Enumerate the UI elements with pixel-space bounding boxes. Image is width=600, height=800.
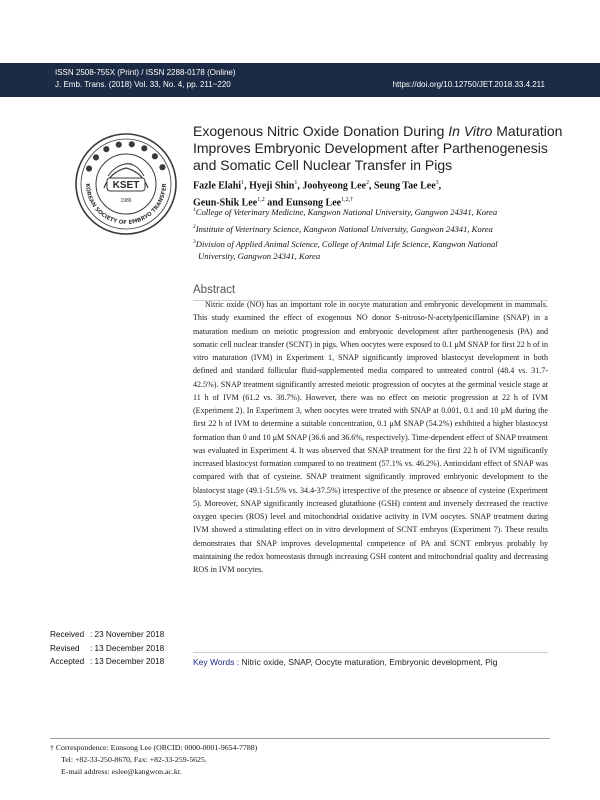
phone-line: Tel: +82-33-250-8670, Fax: +82-33-259-5625. [61, 755, 207, 764]
accepted-date: Accepted : 13 December 2018 [50, 657, 165, 666]
author-name: Geun-Shik Lee [193, 197, 258, 209]
affiliation-1: $^1$College of Veterinary Medicine, Kangwon National University, Gangwon 24341, Korea [193, 206, 498, 217]
article-dates [50, 628, 164, 669]
issn-text: ISSN 2508-755X (Print) / ISSN 2288-0178 (Online) [55, 68, 236, 77]
author-name: Eunsong Lee [285, 197, 342, 209]
affiliation-2: $^2$Institute of Veterinary Science, Kangwon National University, Gangwon 24341, Korea [193, 223, 493, 234]
revised-date: Revised : 13 December 2018 [50, 643, 165, 653]
footnote-divider [50, 738, 550, 739]
article-title: Exogenous Nitric Oxide Donation During In Vitro Maturation Improves Embryonic Development after Parthenogenesis and Somatic Cell Nuclear Transfer in Pigs [193, 123, 563, 173]
logo-year-text: 1986 [120, 198, 132, 204]
journal-citation: J. Emb. Trans. (2018) Vol. 33, No. 4, pp. 211~220 [55, 80, 231, 89]
correspondence-footnote [50, 742, 257, 778]
author-list: Fazle Elahi$^1$, Hyeji Shin$^1$, Joohyeong Lee$^2$, Seung Tae Lee$^3$, Geun-Shik Lee$^{1,2}$ and Eunsong Lee$^{1,2,\dagger}$ [193, 180, 442, 209]
doi-link[interactable]: https://doi.org/10.12750/JET.2018.33.4.211 [392, 80, 545, 89]
keywords-text: Nitric oxide, SNAP, Oocyte maturation, Embryonic development, Pig [241, 657, 498, 667]
received-date: Received : 23 November 2018 [50, 630, 165, 639]
svg-text:● ● ● ● ● ● ● ●: ● ● ● ● ● ● ● ● [83, 138, 169, 174]
email-line[interactable]: E-mail address: eslee@kangwon.ac.kr. [61, 767, 182, 776]
affiliation-3: $^3$Division of Applied Animal Science, College of Animal Life Science, Kangwon National University, Gangwon 24341, Korea [193, 238, 498, 262]
author-name: Seung Tae Lee [373, 180, 436, 192]
author-name: Hyeji Shin [249, 180, 295, 192]
abstract-heading: Abstract [193, 284, 236, 296]
author-name: Fazle Elahi [193, 180, 242, 192]
author-name: Joohyeong Lee [302, 180, 366, 192]
logo-ring-text: KOREAN SOCIETY OF EMBRYO TRANSFER [83, 183, 169, 227]
logo-center-text: KSET [112, 180, 140, 191]
correspondence-line: † Correspondence: Eunsong Lee (ORCID: 0000-0001-9654-7788) [50, 743, 258, 752]
keywords [193, 652, 548, 667]
keywords-label: Key Words : [193, 657, 240, 667]
abstract-body: Nitric oxide (NO) has an important role in oocyte maturation and embryonic development in mammals. This study examined the effect of exogenous NO donor S-nitroso-N-acetylpenicillamine (SNAP) in a maturation medium on meiotic progression and embryonic development after parthenogenesis (PA) and somatic cell nuclear transfer (SCNT) in pigs. When oocytes were exposed to 0.1 μM SNAP for first 22 h of in vitro maturation (IVM) in Experiment 1, SNAP significantly improved blastocyst development in both defined and standard follicular fluid-supplemented media compared to untreated control (48.4 vs. 31.7-42.5%). SNAP treatment significantly arrested meiotic progression of oocytes at the germinal vesicle stage at 11 h of IVM (61.2 vs. 38.7%). However, there was no effect on meiotic progression at 22 h of IVM (Experiment 2). In Experiment 3, when oocytes were treated with SNAP at 0.001, 0.1 and 10 μM during the first 22 h of IVM to determine a suitable concentration, 0.1 μM SNAP (54.2%) exhibited a higher blastocyst formation than 0 and 10 μM SNAP (36.6 and 36.6%, respectively). Time-dependent effect of SNAP treatment was evaluated in Experiment 4. It was observed that SNAP treatment for the first 22 h of IVM significantly increased blastocyst formation compared to no treatment (57.1% vs. 46.2%). Antioxidant effect of SNAP was compared with that of cysteine. SNAP treatment significantly improved embryonic development to the blastocyst stage (49.1-51.5% vs. 34.4-37.5%) irrespective of the presence or absence of cysteine (Experiment 5). Moreover, SNAP significantly increased glutathione (GSH) content and inversely decreased the reactive oxygen species (ROS) level and mitochondrial oxidative activity in IVM oocytes. SNAP treatment during IVM showed a stimulating effect on in vitro development of SCNT embryos (Experiment 7). These results demonstrates that SNAP improves developmental competence of PA and SCNT embryos probably by maintaining the redox homeostasis through increasing GSH content and mitochondrial quality and decreasing ROS in IVM oocytes. [193, 300, 548, 574]
journal-banner [0, 63, 600, 97]
society-seal-icon [74, 132, 178, 236]
